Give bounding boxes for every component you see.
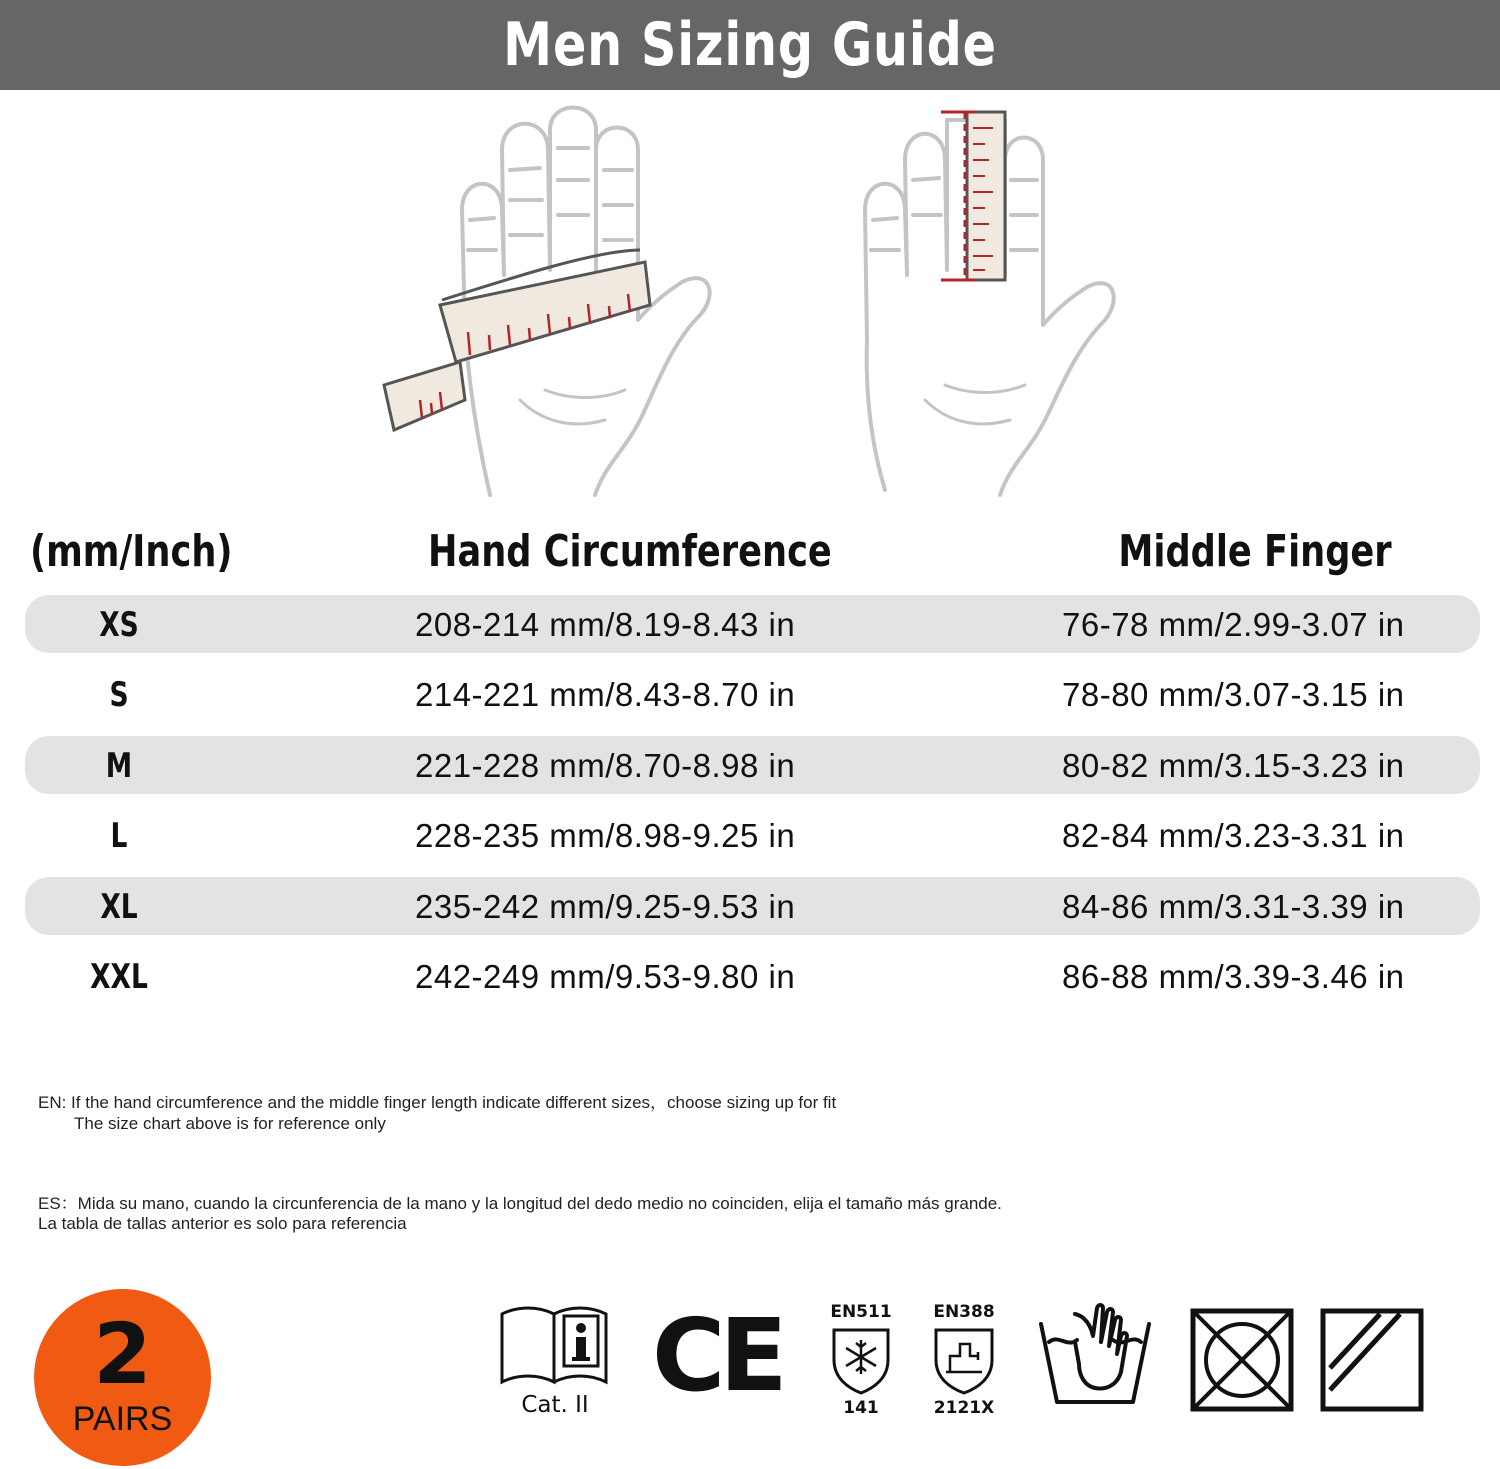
middle-finger-illustration <box>855 100 1125 500</box>
unit-header: (mm/Inch) <box>30 526 233 577</box>
middle-finger-value: 86-88 mm/3.39-3.46 in <box>1062 958 1405 995</box>
en388-code: 2121X <box>933 1398 995 1418</box>
middle-finger-value: 76-78 mm/2.99-3.07 in <box>1062 606 1405 643</box>
page-title: Men Sizing Guide <box>503 10 997 80</box>
hand-wash-icon <box>1035 1302 1155 1406</box>
size-label: L <box>110 816 128 856</box>
hand-circumference-value: 208-214 mm/8.19-8.43 in <box>415 606 796 643</box>
size-label: M <box>105 746 133 786</box>
hand-circumference-value: 228-235 mm/8.98-9.25 in <box>415 817 796 854</box>
en388-title: EN388 <box>933 1302 995 1322</box>
size-label: XXL <box>90 957 148 997</box>
middle-finger-header: Middle Finger <box>1118 526 1392 577</box>
hand-circumference-illustration <box>370 100 730 500</box>
hand-circumference-value: 221-228 mm/8.70-8.98 in <box>415 747 796 784</box>
drip-dry-icon <box>1320 1308 1424 1412</box>
hand-circumference-header: Hand Circumference <box>428 526 832 577</box>
do-not-tumble-dry-icon <box>1190 1308 1294 1412</box>
size-label: XS <box>99 605 139 645</box>
header-bar <box>0 0 1500 90</box>
hand-circumference-value: 235-242 mm/9.25-9.53 in <box>415 888 796 925</box>
hand-circumference-value: 214-221 mm/8.43-8.70 in <box>415 676 796 713</box>
size-row-l <box>25 806 1480 864</box>
pairs-badge <box>34 1289 211 1466</box>
middle-finger-value: 84-86 mm/3.31-3.39 in <box>1062 888 1405 925</box>
size-row-xl <box>25 877 1480 935</box>
user-manual-icon <box>498 1302 610 1388</box>
size-row-s <box>25 665 1480 723</box>
pairs-count: 2 <box>93 1305 152 1403</box>
size-row-xs <box>25 595 1480 653</box>
size-row-xxl <box>25 947 1480 1005</box>
en511-title: EN511 <box>830 1302 892 1322</box>
size-label: XL <box>100 887 138 927</box>
note-en-line1: EN: If the hand circumference and the middle finger length indicate different sizes，choose sizing up for fit <box>38 1093 837 1112</box>
note-en-line2: The size chart above is for reference only <box>74 1114 386 1133</box>
manual-category-label: Cat. II <box>521 1392 589 1418</box>
ce-mark: CE <box>652 1297 782 1414</box>
middle-finger-value: 78-80 mm/3.07-3.15 in <box>1062 676 1405 713</box>
pairs-label: PAIRS <box>72 1400 173 1438</box>
note-es-line1: ES：Mida su mano, cuando la circunferencia de la mano y la longitud del dedo medio no coinciden, elija el tamaño más grande. <box>38 1194 1002 1213</box>
note-es-line2: La tabla de tallas anterior es solo para referencia <box>38 1214 407 1233</box>
middle-finger-value: 82-84 mm/3.23-3.31 in <box>1062 817 1405 854</box>
snowflake-shield-icon <box>830 1326 892 1396</box>
size-row-m <box>25 736 1480 794</box>
en511-code: 141 <box>843 1398 879 1418</box>
hand-circumference-value: 242-249 mm/9.53-9.80 in <box>415 958 796 995</box>
size-label: S <box>109 675 129 715</box>
mechanical-hazard-shield-icon <box>932 1326 996 1396</box>
middle-finger-value: 80-82 mm/3.15-3.23 in <box>1062 747 1405 784</box>
